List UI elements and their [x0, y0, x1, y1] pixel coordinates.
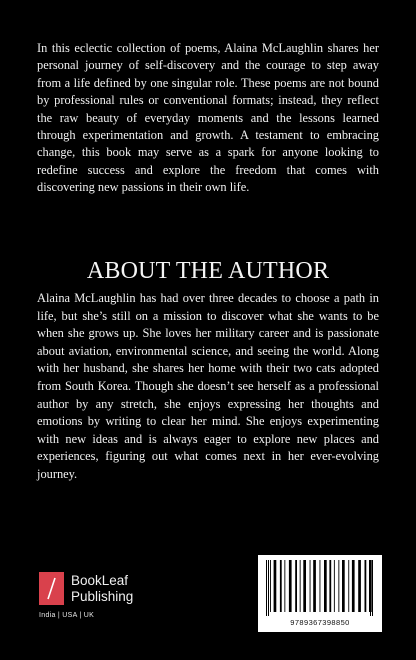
barcode-bar — [365, 560, 367, 612]
barcode-bar — [338, 560, 339, 612]
barcode-bar — [358, 560, 361, 612]
barcode-bar — [300, 560, 301, 612]
barcode-bar — [313, 560, 316, 612]
barcode-bar — [370, 560, 371, 616]
about-author-heading: ABOUT THE AUTHOR — [86, 258, 330, 284]
publisher-name-line2: Publishing — [71, 589, 134, 604]
barcode-bar — [342, 560, 345, 612]
barcode-bar — [352, 560, 355, 612]
barcode-bar — [270, 560, 271, 612]
publisher-mark-icon — [39, 572, 64, 605]
isbn-barcode — [258, 555, 382, 632]
barcode-bar — [320, 560, 321, 612]
barcode-bar — [334, 560, 335, 612]
barcode-bar — [284, 560, 285, 612]
publisher-name — [71, 573, 133, 605]
barcode-bar — [289, 560, 292, 612]
publisher-logo — [39, 572, 189, 632]
author-bio: Alaina McLaughlin has had over three decades to choose a path in life, but she’s still on a mission to discover what she wants to be when she grows up. She loves her military career and is passionate about aviation, environmental science, and seeing the world. Along with her husband, she shares her home with their two cats adopted from South Korea. Though she doesn’t see herself as a professional author by any stretch, she enjoys expressing her thoughts and emotions by writing to clear her mind. She enjoys experimenting with new ideas and is always eager to explore new places and experiences, figuring out what comes next in her ever-evolving journey. — [37, 291, 379, 481]
barcode-bar — [303, 560, 306, 612]
publisher-name-line1: BookLeaf — [71, 573, 129, 588]
barcode-bar — [274, 560, 277, 612]
barcode-bars — [264, 560, 376, 616]
barcode-bar — [268, 560, 269, 616]
barcode-bar — [310, 560, 311, 612]
publisher-regions: India | USA | UK — [39, 612, 95, 619]
barcode-bar — [324, 560, 327, 612]
isbn-number: 9789367398850 — [290, 618, 350, 627]
barcode-bar — [329, 560, 331, 612]
barcode-bar — [266, 560, 267, 616]
barcode-bar — [295, 560, 297, 612]
book-blurb: In this eclectic collection of poems, Alaina McLaughlin shares her personal journey of self-discovery and the courage to step away from a life defined by one singular role. These poems are not bound by professional rules or conventional formats; instead, they reflect the raw beauty of everyday moments and the lessons learned through experimentation and growth. A testament to embracing change, this book may serve as a spark for anyone looking to redefine success and explore the freedom that comes with discovering new passions in their own life. — [37, 41, 379, 195]
barcode-bar — [348, 560, 349, 612]
barcode-bar — [372, 560, 373, 616]
barcode-bar — [280, 560, 282, 612]
